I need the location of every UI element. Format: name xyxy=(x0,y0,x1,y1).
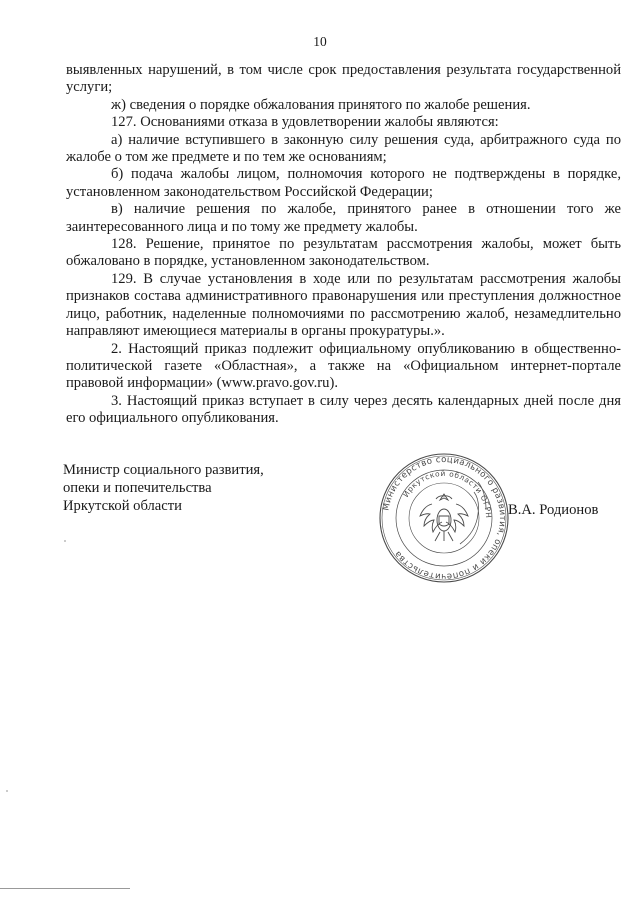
document-body xyxy=(66,62,621,428)
paragraph-129: 129. В случае установления в ходе или по результатам рассмотрения жалобы признаков состава административного правонарушения или преступления должностное лицо, работник, наделенные полномочиями по рассмотрению жалоб, незамедлительно направляют имеющиеся материалы в органы прокуратуры.». xyxy=(66,270,621,340)
seal-outer-text: Министерство социального развития, опеки и попечительства xyxy=(381,454,508,582)
page-number: 10 xyxy=(313,34,327,49)
paragraph-item-a: а) наличие вступившего в законную силу решения суда, арбитражного суда по жалобе о том же предмете и по тем же основаниям; xyxy=(66,131,621,166)
seal-inner-text: Иркутской области ОГРН xyxy=(401,468,494,519)
signer-title-line-3: Иркутской области xyxy=(63,498,182,514)
paragraph-128: 128. Решение, принятое по результатам рассмотрения жалобы, может быть обжаловано в порядке, установленном законодательством. xyxy=(66,236,621,270)
scan-artifact-dot xyxy=(64,540,66,542)
paragraph-order-3: 3. Настоящий приказ вступает в силу через десять календарных дней после дня его официального опубликования. xyxy=(66,392,621,427)
signer-title-line-2: опеки и попечительства xyxy=(63,480,212,496)
scan-artifact-dot xyxy=(6,790,8,792)
official-seal xyxy=(378,452,510,584)
signer-title-line-1: Министр социального развития, xyxy=(63,462,264,478)
paragraph-continuation: выявленных нарушений, в том числе срок предоставления результата государственной услуги; xyxy=(66,62,621,96)
signer-name: В.А. Родионов xyxy=(508,502,599,518)
paragraph-127: 127. Основаниями отказа в удовлетворении жалобы являются: xyxy=(111,114,499,131)
scan-artifact-line xyxy=(0,888,130,889)
paragraph-item-v: в) наличие решения по жалобе, принятого ранее в отношении того же заинтересованного лица и по тому же предмету жалобы. xyxy=(66,201,621,235)
paragraph-order-2: 2. Настоящий приказ подлежит официальному опубликованию в общественно-политической газете «Областная», а также на «Официальном интернет-портале правовой информации» (www.pravo.gov.ru). xyxy=(66,340,621,392)
eagle-emblem-icon xyxy=(420,494,468,541)
signature-block xyxy=(63,461,264,515)
paragraph-item-zh: ж) сведения о порядке обжалования принятого по жалобе решения. xyxy=(111,96,531,113)
paragraph-item-b: б) подача жалобы лицом, полномочия которого не подтверждены в порядке, установленном законодательством Российской Федерации; xyxy=(66,166,621,200)
